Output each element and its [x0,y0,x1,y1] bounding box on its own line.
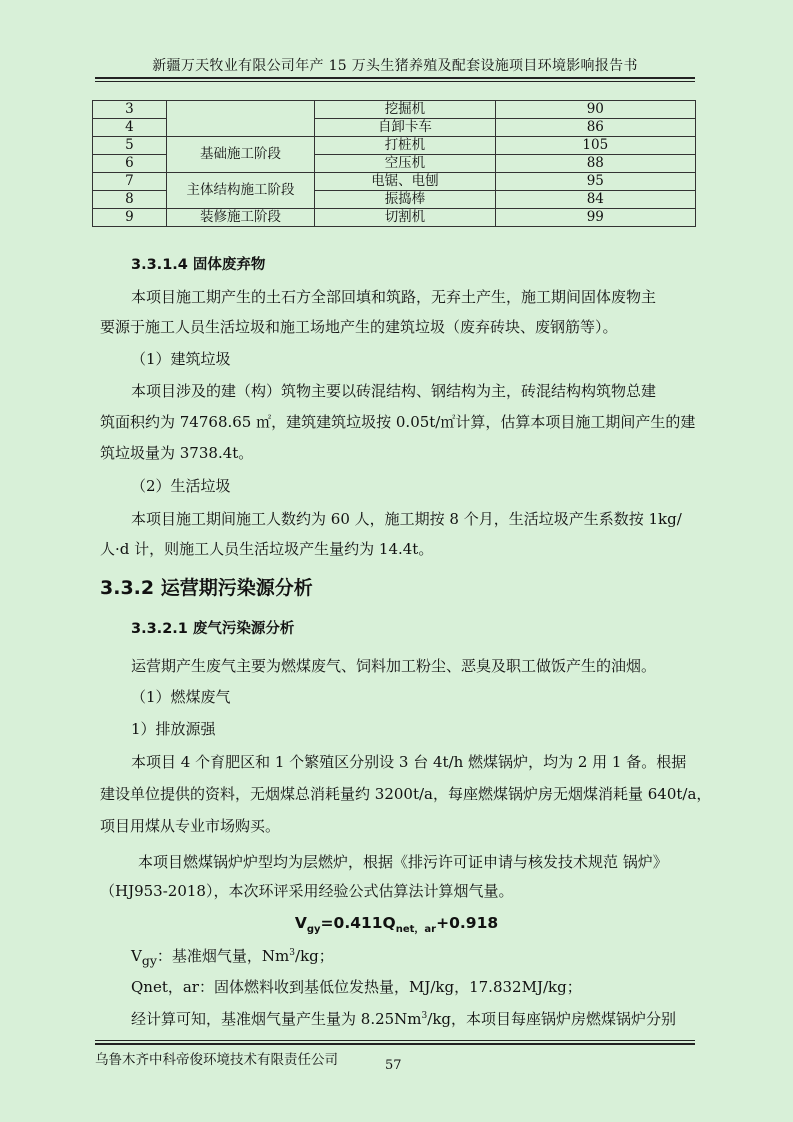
formula-term: +0.918 [436,914,499,932]
definition-qnet: Qnet，ar：固体燃料收到基低位发热量，MJ/kg，17.832MJ/kg； [131,978,582,996]
table-cell: 88 [495,155,695,173]
table-cell: 自卸卡车 [315,119,495,137]
table-row [93,173,696,191]
paragraph-line [131,1008,676,1029]
def-superscript: 3 [289,948,296,958]
paragraph-line: 筑面积约为 74768.65 ㎡，建筑建筑垃圾按 0.05t/㎡计算，估算本项目施工期间产生的建 [100,413,696,431]
table-cell: 主体结构施工阶段 [166,173,314,209]
table-cell: 9 [93,209,167,227]
table-cell: 装修施工阶段 [166,209,314,227]
section-heading-3314: 3.3.1.4 固体废弃物 [131,257,266,273]
formula-term: =0.411Q [320,914,396,932]
table-cell: 95 [495,173,695,191]
paragraph-line: 本项目涉及的建（构）筑物主要以砖混结构、钢结构为主，砖混结构构筑物总建 [131,382,657,400]
formula-subscript: net，ar [395,924,437,936]
def-text: /kg； [295,947,334,965]
table-cell: 99 [495,209,695,227]
paragraph-line: （HJ953-2018），本次环评采用经验公式估算法计算烟气量。 [100,882,514,900]
table-cell: 电锯、电刨 [315,173,495,191]
table-cell: 3 [93,101,167,119]
table-cell [166,101,314,137]
list-item: （1）燃煤废气 [131,688,231,706]
paragraph-line: 本项目燃煤锅炉炉型均为层燃炉，根据《排污许可证申请与核发技术规范 锅炉》 [138,853,668,871]
table-cell: 7 [93,173,167,191]
table-row [93,137,696,155]
table-cell: 5 [93,137,167,155]
equipment-noise-table [92,100,696,227]
def-subscript: gy [141,953,157,968]
table-cell: 切割机 [315,209,495,227]
text-run: /kg，本项目每座锅炉房燃煤锅炉分别 [427,1010,677,1028]
table-cell: 打桩机 [315,137,495,155]
paragraph-line: 本项目施工期产生的土石方全部回填和筑路，无弃土产生，施工期间固体废物主 [131,288,657,306]
table-row [93,209,696,227]
header-rule-thin [95,81,695,82]
formula-subscript: gy [306,924,321,936]
footer-company: 乌鲁木齐中科帝俊环境技术有限责任公司 [95,1052,338,1068]
table-cell: 8 [93,191,167,209]
table-cell: 4 [93,119,167,137]
paragraph-line: 本项目 4 个育肥区和 1 个繁殖区分别设 3 台 4t/h 燃煤锅炉，均为 2 用 1 备。根据 [131,753,687,771]
list-item: （1）建筑垃圾 [131,350,231,368]
table-cell: 振捣棒 [315,191,495,209]
definition-vgy [131,945,334,968]
table-cell: 84 [495,191,695,209]
paragraph-line: 要源于施工人员生活垃圾和施工场地产生的建筑垃圾（废弃砖块、废钢筋等）。 [100,318,618,336]
paragraph-line: 本项目施工期间施工人数约为 60 人，施工期按 8 个月，生活垃圾产生系数按 1kg/ [131,510,682,528]
paragraph-line: 筑垃圾量为 3738.4t。 [100,444,254,462]
footer-rule-thin [95,1040,695,1041]
paragraph-line: 运营期产生废气主要为燃煤废气、饲料加工粉尘、恶臭及职工做饭产生的油烟。 [131,657,657,675]
section-heading-332: 3.3.2 运营期污染源分析 [100,577,313,599]
superscript: 3 [421,1011,428,1021]
page-number: 57 [385,1058,402,1073]
paragraph-line: 人·d 计，则施工人员生活垃圾产生量约为 14.4t。 [100,540,434,558]
table-cell: 基础施工阶段 [166,137,314,173]
def-text: ：基准烟气量，Nm [156,947,290,965]
table-cell: 105 [495,137,695,155]
section-heading-3321: 3.3.2.1 废气污染源分析 [131,621,295,637]
list-item: （2）生活垃圾 [131,477,231,495]
table-cell: 6 [93,155,167,173]
table-cell: 86 [495,119,695,137]
list-item: 1）排放源强 [131,720,216,738]
footer-rule [95,1043,695,1045]
table-cell: 挖掘机 [315,101,495,119]
table-cell: 90 [495,101,695,119]
paragraph-line: 建设单位提供的资料，无烟煤总消耗量约 3200t/a，每座燃煤锅炉房无烟煤消耗量 640t/a， [100,785,712,803]
header-rule [95,77,695,79]
def-symbol: V [131,947,142,965]
text-run: 经计算可知，基准烟气量产生量为 8.25Nm [131,1010,422,1028]
flue-gas-formula [0,914,793,935]
table-row [93,101,696,119]
paragraph-line: 项目用煤从专业市场购买。 [100,817,281,835]
formula-symbol: V [294,914,307,932]
page-header: 新疆万天牧业有限公司年产 15 万头生猪养殖及配套设施项目环境影响报告书 [152,58,638,74]
table-cell: 空压机 [315,155,495,173]
